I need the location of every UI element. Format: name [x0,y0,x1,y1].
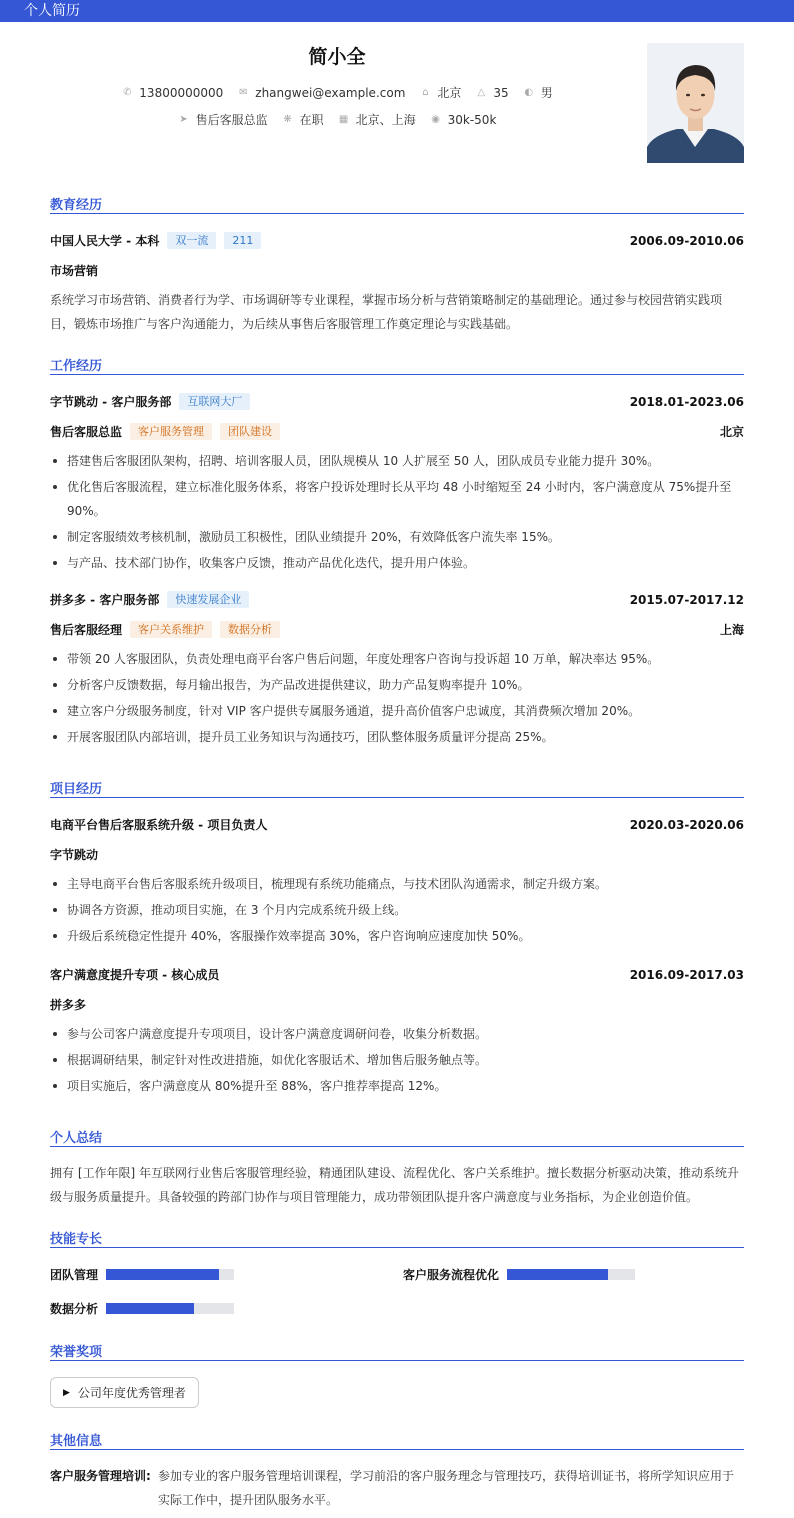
work-role-row [50,621,744,638]
email-value: zhangwei@example.com [255,85,406,100]
city-item [419,84,461,101]
phone-icon: ✆ [123,87,132,98]
list-item: 升级后系统稳定性提升 40%，客服操作效率提高 30%，客户咨询响应速度加快 50%。 [50,924,744,948]
section-title-summary: 个人总结 [50,1131,103,1146]
skill-fill [507,1269,608,1280]
list-item: 主导电商平台售后客服系统升级项目，梳理现有系统功能痛点，与技术团队沟通需求，制定升级方案。 [50,872,744,896]
candidate-name: 简小全 [308,46,366,68]
skill-fill [106,1269,219,1280]
section-divider [50,1247,744,1248]
company-tag: 互联网大厂 [179,393,250,410]
section-divider [50,374,744,375]
cake-icon: △ [477,87,486,98]
project-header [50,966,744,983]
status-item [282,111,324,128]
education-header [50,232,744,249]
skill-name: 客户服务流程优化 [403,1268,500,1282]
portrait-image [647,43,744,163]
skill-name: 数据分析 [50,1302,99,1316]
role-tag: 客户关系维护 [130,621,212,638]
list-item: 建立客户分级服务制度，针对 VIP 客户提供专属服务通道，提升高价值客户忠诚度，其消费频次增加 20%。 [50,699,744,723]
play-icon: ▶ [63,1387,70,1398]
status-value: 在职 [299,113,324,127]
send-icon: ➤ [179,114,188,125]
project-bullets [50,872,744,950]
section-title-project: 项目经历 [50,782,103,797]
work-date: 2018.01-2023.06 [629,394,744,409]
project-org-row [50,846,744,863]
work-header [50,393,744,410]
target-city-value: 北京、上海 [355,113,416,127]
phone-item [121,86,223,100]
education-description: 系统学习市场营销、消费者行为学、市场调研等专业课程，掌握市场分析与营销策略制定的基础理论。通过参与校园营销实践项目，锻炼市场推广与客户沟通能力，为后续从事售后客服管理工作奠定理论与实践基础。 [50,293,723,331]
award-label: 公司年度优秀管理者 [77,1386,186,1400]
company-name: 拼多多 - 客户服务部 [50,593,160,607]
skill-name: 团队管理 [50,1268,99,1282]
section-divider [50,1449,744,1450]
work-role-row [50,423,744,440]
target-city-item [338,111,416,128]
skill-bar [507,1269,635,1280]
list-item: 分析客户反馈数据，每月输出报告，为产品改进提供建议，助力产品复购率提升 10%。 [50,673,744,697]
section-divider [50,213,744,214]
section-title-work: 工作经历 [50,359,103,374]
role-tag: 客户服务管理 [130,423,212,440]
city-value: 北京 [437,86,462,100]
section-divider [50,797,744,798]
major: 市场营销 [50,264,99,278]
list-item: 项目实施后，客户满意度从 80%提升至 88%，客户推荐率提高 12%。 [50,1074,744,1098]
award-item[interactable] [50,1377,199,1408]
position-value: 售后客服总监 [195,113,268,127]
list-item: 根据调研结果，制定针对性改进措施，如优化客服话术、增加售后服务触点等。 [50,1048,744,1072]
section-divider [50,1146,744,1147]
top-bar [0,0,794,22]
list-item: 优化售后客服流程，建立标准化服务体系，将客户投诉处理时长从平均 48 小时缩短至 24 小时内，客户满意度从 75%提升至 90%。 [50,475,744,523]
gender-item [523,84,553,101]
phone-value: 13800000000 [139,85,224,100]
skill-item [50,1300,234,1317]
project-title: 电商平台售后客服系统升级 - 项目负责人 [50,818,268,832]
list-item: 与产品、技术部门协作，收集客户反馈，推动产品优化迭代，提升用户体验。 [50,551,744,575]
mail-icon: ✉ [239,87,248,98]
list-item: 搭建售后客服团队架构，招聘、培训客服人员，团队规模从 10 人扩展至 50 人，团队成员专业能力提升 30%。 [50,449,744,473]
section-title-other: 其他信息 [50,1434,103,1449]
school-tag: 211 [224,232,261,249]
skill-bar [106,1303,234,1314]
list-item: 制定客服绩效考核机制，激励员工积极性，团队业绩提升 20%，有效降低客户流失率 15%。 [50,525,744,549]
profile-photo [647,43,744,163]
list-item: 参与公司客户满意度提升专项项目，设计客户满意度调研问卷，收集分析数据。 [50,1022,744,1046]
role-tag: 团队建设 [220,423,280,440]
project-title: 客户满意度提升专项 - 核心成员 [50,968,220,982]
other-info [50,1464,744,1512]
coin-icon: ◉ [431,114,440,125]
project-header [50,816,744,833]
work-location: 北京 [719,425,744,439]
project-bullets [50,1022,744,1100]
salary-item [430,113,497,127]
skill-item [403,1266,635,1283]
other-text: 参加专业的客户服务管理培训课程，学习前沿的客户服务理念与管理技巧，获得培训证书，将所学知识应用于实际工作中，提升团队服务水平。 [158,1469,735,1507]
job-role: 售后客服总监 [50,425,123,439]
list-item: 带领 20 人客服团队，负责处理电商平台客户售后问题，年度处理客户咨询与投诉超 10 万单，解决率达 95%。 [50,647,744,671]
skill-item [50,1266,234,1283]
work-location: 上海 [719,623,744,637]
gender-icon: ◐ [524,87,534,98]
age-value: 35 [493,85,509,100]
position-item [178,111,268,128]
skill-bar [106,1269,234,1280]
school-name: 中国人民大学 - 本科 [50,234,160,248]
role-tag: 数据分析 [220,621,280,638]
contact-row [0,84,674,101]
section-title-awards: 荣誉奖项 [50,1345,103,1360]
section-title-education: 教育经历 [50,198,103,213]
resume-title: 个人简历 [24,3,80,19]
job-intent-row [0,111,674,128]
work-bullets [50,449,744,577]
skill-fill [106,1303,194,1314]
project-date: 2020.03-2020.06 [629,817,744,832]
company-tag: 快速发展企业 [167,591,249,608]
salary-value: 30k-50k [447,112,497,127]
status-icon: ❋ [283,114,292,125]
email-item [237,86,405,100]
other-label: 客户服务管理培训: [50,1469,151,1483]
section-divider [50,1360,744,1361]
job-role: 售后客服经理 [50,623,123,637]
school-tag: 双一流 [167,232,216,249]
project-org-row [50,996,744,1013]
project-org: 字节跳动 [50,848,99,862]
home-icon: ⌂ [422,87,429,98]
education-date: 2006.09-2010.06 [629,233,744,248]
project-date: 2016.09-2017.03 [629,967,744,982]
work-bullets [50,647,744,751]
list-item: 开展客服团队内部培训，提升员工业务知识与沟通技巧，团队整体服务质量评分提高 25%。 [50,725,744,749]
age-item [475,86,508,100]
summary-text: 拥有 [工作年限] 年互联网行业售后客服管理经验，精通团队建设、流程优化、客户关系维护。擅长数据分析驱动决策，推动系统升级与服务质量提升。具备较强的跨部门协作与项目管理能力，成功带领团队提升客户满意度与业务指标，为企业创造价值。 [50,1166,739,1204]
list-item: 协调各方资源，推动项目实施，在 3 个月内完成系统升级上线。 [50,898,744,922]
work-date: 2015.07-2017.12 [629,592,744,607]
project-org: 拼多多 [50,998,87,1012]
gender-value: 男 [540,86,553,100]
major-row [50,262,744,279]
work-header [50,591,744,608]
building-icon: ▦ [338,114,349,125]
section-title-skills: 技能专长 [50,1232,103,1247]
company-name: 字节跳动 - 客户服务部 [50,395,172,409]
